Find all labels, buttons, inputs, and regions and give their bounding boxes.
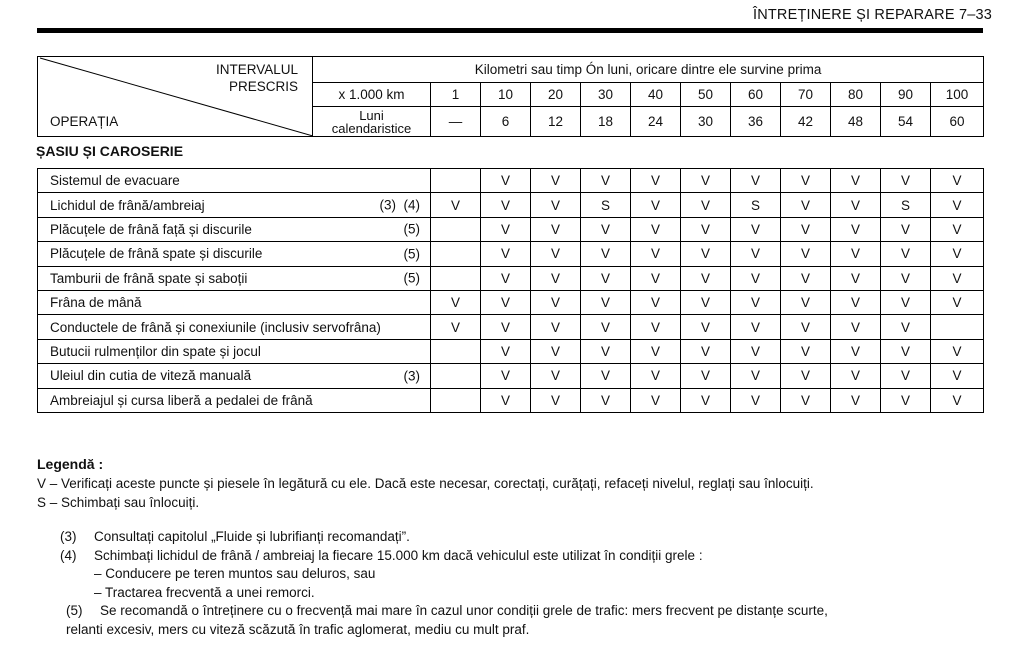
section-title: ȘASIU ȘI CAROSERIE [36,143,184,159]
interval-cell: V [581,242,631,266]
operation-label: Plăcuțele de frână spate și discurile [50,246,263,262]
km-value: 1 [431,83,481,107]
interval-cell: V [931,242,984,266]
operation-cell [38,193,431,217]
interval-cell: V [781,364,831,388]
interval-cell: S [581,193,631,217]
note-4-sub-2: – Tractarea frecventă a unei remorci. [94,584,315,600]
interval-cell: V [481,169,531,193]
maintenance-table [37,168,984,413]
note-4 [60,547,985,566]
interval-cell: V [531,364,581,388]
interval-cell: V [631,290,681,314]
note-5-text-line1: Se recomandă o întreținere cu o frecvență mai mare în cazul unor condiții grele de trafic: mers frecvent pe distanțe scurte, [100,603,828,618]
interval-cell: V [781,169,831,193]
operation-cell [38,217,431,241]
operation-note: (3) (4) [379,197,420,213]
interval-cell: V [531,169,581,193]
table-row [38,315,984,339]
table-row [38,290,984,314]
interval-cell: V [731,388,781,412]
km-value: 50 [681,83,731,107]
km-value: 80 [831,83,881,107]
table-row [38,266,984,290]
operation-label: Conductele de frână și conexiunile (inclusiv servofrâna) [50,319,381,335]
operation-label: OPERAȚIA [50,114,119,129]
operation-note: (5) [403,221,420,237]
interval-cell: V [731,169,781,193]
interval-cell: V [831,242,881,266]
interval-cell: V [681,339,731,363]
km-value: 30 [581,83,631,107]
month-value: 36 [731,107,781,137]
interval-cell: V [931,290,984,314]
km-value: 70 [781,83,831,107]
interval-cell: V [831,388,881,412]
interval-cell: V [881,388,931,412]
interval-cell: V [831,217,881,241]
legend-s: S – Schimbați sau înlocuiți. [37,495,200,510]
interval-cell: V [931,339,984,363]
interval-cell: V [481,266,531,290]
header-corner-cell [38,57,313,137]
interval-cell [431,364,481,388]
km-value: 40 [631,83,681,107]
interval-cell: V [581,290,631,314]
interval-cell: V [431,193,481,217]
months-label-line1: Luni [359,107,384,123]
interval-cell: V [481,242,531,266]
note-4-key: (4) [60,547,77,563]
interval-cell: V [931,193,984,217]
interval-cell: V [531,217,581,241]
interval-cell: S [731,193,781,217]
interval-cell: V [831,169,881,193]
operation-cell [38,290,431,314]
km-value: 10 [481,83,531,107]
interval-cell: V [781,339,831,363]
interval-cell: V [831,290,881,314]
interval-cell: V [831,364,881,388]
interval-cell: V [531,266,581,290]
operation-cell [38,169,431,193]
interval-cell [431,169,481,193]
interval-cell: V [631,315,681,339]
km-value: 100 [931,83,984,107]
interval-cell: V [481,290,531,314]
operation-note: (5) [403,246,420,262]
page-header [753,7,992,23]
month-value: — [431,107,481,137]
interval-cell: V [781,315,831,339]
interval-cell: V [831,193,881,217]
month-value: 18 [581,107,631,137]
operation-cell [38,242,431,266]
interval-cell: V [831,339,881,363]
table-row [38,217,984,241]
interval-cell: V [881,266,931,290]
operation-label: Plăcuțele de frână față și discurile [50,221,252,237]
interval-cell: V [631,266,681,290]
note-5 [66,602,985,621]
interval-cell: V [731,290,781,314]
operation-cell [38,315,431,339]
interval-cell: V [481,193,531,217]
interval-cell: V [931,169,984,193]
interval-cell: V [881,339,931,363]
interval-cell: V [731,266,781,290]
month-value: 54 [881,107,931,137]
legend [37,455,814,512]
interval-cell: V [881,169,931,193]
interval-cell: V [631,242,681,266]
span-title: Kilometri sau timp Ón luni, oricare dintre ele survine prima [313,57,984,83]
km-value: 20 [531,83,581,107]
footnotes [60,528,985,639]
interval-cell: V [581,339,631,363]
operation-label: Ambreiajul și cursa liberă a pedalei de frână [50,392,313,408]
interval-cell: V [881,290,931,314]
operation-cell [38,364,431,388]
interval-cell: V [581,388,631,412]
interval-cell: V [681,193,731,217]
interval-cell: V [631,339,681,363]
note-3 [60,528,985,547]
interval-cell [431,242,481,266]
table-row [38,193,984,217]
operation-cell [38,388,431,412]
interval-cell: V [881,364,931,388]
km-label: x 1.000 km [313,83,431,107]
km-value: 90 [881,83,931,107]
month-value: 42 [781,107,831,137]
interval-cell: V [731,339,781,363]
operation-note: (5) [403,270,420,286]
note-5-key: (5) [66,603,83,618]
table-row [38,169,984,193]
note-4-text: Schimbați lichidul de frână / ambreiaj la fiecare 15.000 km dacă vehiculul este utilizat în condiții grele : [94,547,703,563]
operation-label: Tamburii de frână spate și saboții [50,270,248,286]
legend-title: Legendă : [37,456,104,472]
interval-label-line2: PRESCRIS [228,79,298,94]
interval-cell: V [581,217,631,241]
operation-label: Lichidul de frână/ambreiaj [50,197,205,213]
legend-v: V – Verificați aceste puncte și piesele în legătură cu ele. Dacă este necesar, corectați, curățați, refaceți nivelul, reglați sau înlocuiți. [37,476,814,491]
interval-cell: V [431,315,481,339]
interval-cell: V [781,242,831,266]
table-row [38,388,984,412]
interval-cell [431,339,481,363]
interval-cell [931,315,984,339]
interval-cell [431,266,481,290]
km-value: 60 [731,83,781,107]
interval-cell: V [681,242,731,266]
table-row [38,364,984,388]
month-value: 6 [481,107,531,137]
interval-cell: V [531,290,581,314]
interval-cell: V [681,169,731,193]
note-5-text-line2: relanti excesiv, mers cu viteză scăzută în trafic aglomerat, mediu cu mult praf. [66,621,530,637]
month-value: 12 [531,107,581,137]
month-value: 30 [681,107,731,137]
operation-label: Uleiul din cutia de viteză manuală [50,368,252,384]
note-4-sub-1: – Conducere pe teren muntos sau deluros, sau [94,566,376,581]
interval-cell: V [531,388,581,412]
interval-cell: V [581,315,631,339]
months-label-line2: calendaristice [331,120,412,136]
interval-cell: V [481,339,531,363]
operation-cell [38,266,431,290]
interval-cell: V [681,388,731,412]
interval-cell: S [881,193,931,217]
interval-cell: V [581,169,631,193]
interval-cell: V [631,169,681,193]
interval-cell: V [781,388,831,412]
interval-cell: V [481,364,531,388]
interval-cell: V [581,266,631,290]
interval-cell: V [731,242,781,266]
interval-cell: V [681,217,731,241]
note-3-key: (3) [60,529,77,544]
interval-cell: V [531,242,581,266]
interval-cell [431,217,481,241]
operation-label: Butucii rulmenților din spate și jocul [50,343,261,359]
interval-cell: V [931,388,984,412]
interval-header-table [37,56,984,137]
interval-cell: V [831,315,881,339]
interval-cell: V [781,290,831,314]
operation-cell [38,339,431,363]
interval-cell [431,388,481,412]
interval-cell: V [531,315,581,339]
header-rule [37,28,983,33]
interval-cell: V [781,217,831,241]
interval-cell: V [881,217,931,241]
interval-cell: V [931,266,984,290]
interval-cell: V [481,388,531,412]
month-value: 48 [831,107,881,137]
operation-note: (3) [403,368,420,384]
note-3-text: Consultați capitolul „Fluide și lubrifianți recomandați”. [94,529,410,544]
interval-cell: V [681,364,731,388]
interval-cell: V [731,217,781,241]
interval-cell: V [831,266,881,290]
interval-cell: V [631,364,681,388]
interval-cell: V [681,290,731,314]
table-row [38,242,984,266]
months-label [313,107,431,137]
interval-cell: V [681,266,731,290]
interval-cell: V [781,266,831,290]
operation-label: Sistemul de evacuare [50,173,180,189]
interval-cell: V [781,193,831,217]
interval-cell: V [731,315,781,339]
interval-cell: V [431,290,481,314]
table-row [38,339,984,363]
interval-cell: V [931,364,984,388]
month-value: 60 [931,107,984,137]
interval-cell: V [481,217,531,241]
interval-cell: V [531,339,581,363]
interval-cell: V [881,315,931,339]
interval-label [216,61,298,95]
interval-cell: V [731,364,781,388]
interval-cell: V [881,242,931,266]
operation-label: Frâna de mână [50,295,142,311]
interval-cell: V [631,193,681,217]
page-number: 7–33 [958,7,992,23]
interval-cell: V [631,217,681,241]
interval-cell: V [631,388,681,412]
interval-cell: V [481,315,531,339]
interval-cell: V [681,315,731,339]
interval-label-line1: INTERVALUL [215,62,298,77]
page-header-title: ÎNTREȚINERE ȘI REPARARE [752,7,955,23]
interval-cell: V [931,217,984,241]
interval-cell: V [531,193,581,217]
interval-cell: V [581,364,631,388]
month-value: 24 [631,107,681,137]
